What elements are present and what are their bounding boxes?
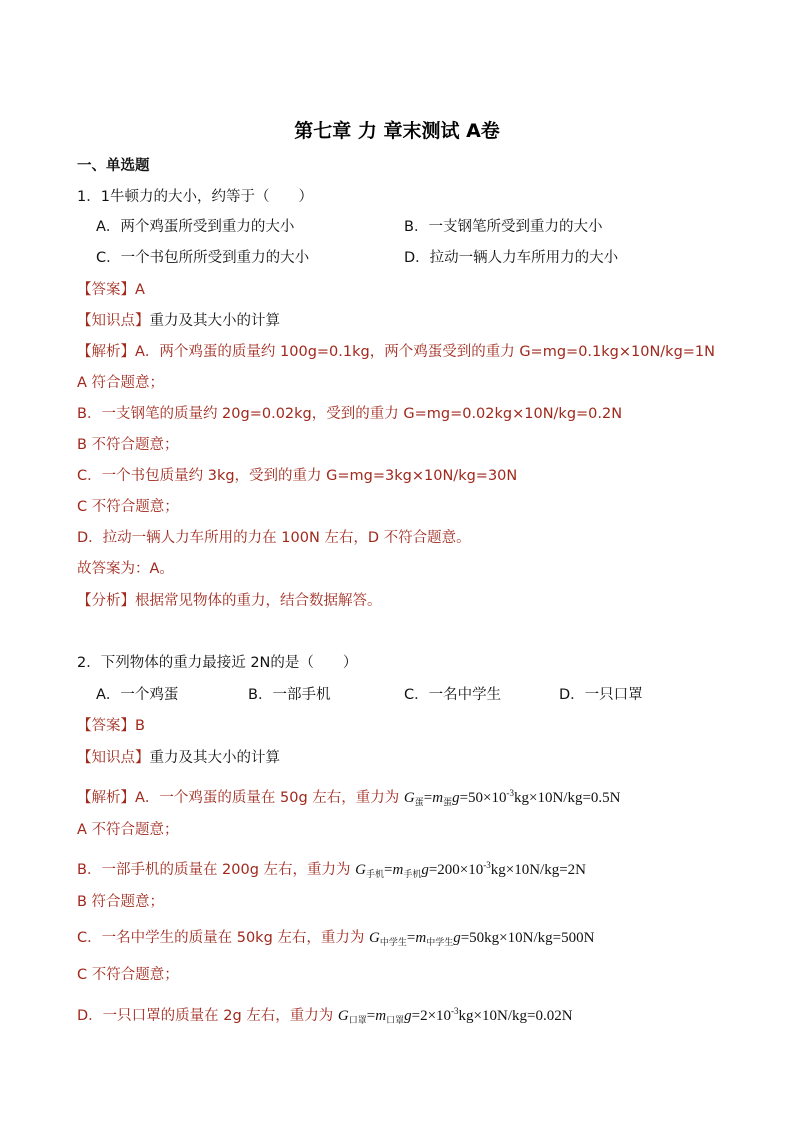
q2-option-c: C．一名中学生 xyxy=(404,687,502,703)
analysis-text: D．一只口罩的质量在 2g 左右，重力为 xyxy=(77,1008,338,1024)
q2-option-d: D．一只口罩 xyxy=(559,687,643,703)
analysis-text: A．一个鸡蛋的质量在 50g 左右，重力为 xyxy=(135,790,404,806)
analysis-label: 【解析】 xyxy=(77,344,135,360)
q2-analysis-c xyxy=(77,928,594,953)
knowledge-value: 重力及其大小的计算 xyxy=(149,313,280,329)
answer-value: A xyxy=(135,282,145,298)
q1-analysis-line-6: C 不符合题意； xyxy=(77,499,179,515)
q1-answer xyxy=(77,280,145,300)
analysis-label: 【解析】 xyxy=(77,790,135,806)
knowledge-label: 【知识点】 xyxy=(77,750,150,766)
q2-option-a: A．一个鸡蛋 xyxy=(96,687,179,703)
q2-analysis-b xyxy=(77,855,586,885)
analysis-text: A．两个鸡蛋的质量约 100g=0.1kg，两个鸡蛋受到的重力 G=mg=0.1kg×10N/kg=1N xyxy=(135,344,716,360)
q2-analysis-a xyxy=(77,783,621,813)
q1-analysis-line-8: 故答案为：A。 xyxy=(77,561,174,577)
analysis-text: B．一部手机的质量在 200g 左右，重力为 xyxy=(77,862,356,878)
q1-analysis-line-3: B．一支钢笔的质量约 20g=0.02kg，受到的重力 G=mg=0.02kg×10N/kg=0.2N xyxy=(77,406,623,422)
q1-analysis-line-4: B 不符合题意； xyxy=(77,437,179,453)
answer-label: 【答案】 xyxy=(77,282,135,298)
q1-analysis-line-2: A 符合题意； xyxy=(77,375,165,391)
formula: $G_蛋=m_蛋g=50\times 10^{-3}kg\times 10N/kg=0.5N$ xyxy=(403,788,621,808)
q2-analysis-d xyxy=(77,1001,573,1031)
q2-analysis-c-verdict: C 不符合题意； xyxy=(77,967,179,983)
page-title: 第七章 力 章末测试 A卷 xyxy=(294,120,500,142)
q2-knowledge xyxy=(77,748,280,768)
q1-option-c: C．一个书包所所受到重力的大小 xyxy=(96,250,310,266)
q2-analysis-a-verdict: A 不符合题意； xyxy=(77,822,179,838)
formula: $G_{中学生}=m_{中学生}g=50kg\times 10N/kg=500N$ xyxy=(369,930,595,948)
formula: $G_{口罩}=m_{口罩}g=2\times 10^{-3}kg\times 10N/kg=0.02N$ xyxy=(337,1006,573,1026)
q1-analysis-line-5: C．一个书包质量约 3kg，受到的重力 G=mg=3kg×10N/kg=30N xyxy=(77,468,518,484)
q1-knowledge xyxy=(77,311,280,331)
section-heading: 一、单选题 xyxy=(77,158,150,174)
summary-label: 【分析】 xyxy=(77,593,135,609)
formula: $G_{手机}=m_{手机}g=200\times 10^{-3}kg\times 10N/kg=2N$ xyxy=(355,860,587,880)
q1-option-d: D．拉动一辆人力车所用力的大小 xyxy=(404,250,619,266)
q2-question: 2．下列物体的重力最接近 2N的是（ ） xyxy=(77,655,358,671)
knowledge-label: 【知识点】 xyxy=(77,313,150,329)
answer-value: B xyxy=(135,718,145,734)
q1-analysis-line-1 xyxy=(77,342,715,362)
q1-option-a: A．两个鸡蛋所受到重力的大小 xyxy=(96,219,295,235)
analysis-text: C．一名中学生的质量在 50kg 左右，重力为 xyxy=(77,930,370,946)
q2-analysis-b-verdict: B 符合题意； xyxy=(77,894,165,910)
summary-text: 根据常见物体的重力，结合数据解答。 xyxy=(135,593,382,609)
answer-label: 【答案】 xyxy=(77,718,135,734)
q1-question: 1．1牛顿力的大小，约等于（ ） xyxy=(77,189,313,205)
knowledge-value: 重力及其大小的计算 xyxy=(149,750,280,766)
q1-option-b: B．一支钢笔所受到重力的大小 xyxy=(404,219,603,235)
q2-option-b: B．一部手机 xyxy=(248,687,331,703)
q1-analysis-line-7: D．拉动一辆人力车所用的力在 100N 左右，D 不符合题意。 xyxy=(77,530,471,546)
q2-answer xyxy=(77,716,145,736)
q1-summary xyxy=(77,591,382,611)
